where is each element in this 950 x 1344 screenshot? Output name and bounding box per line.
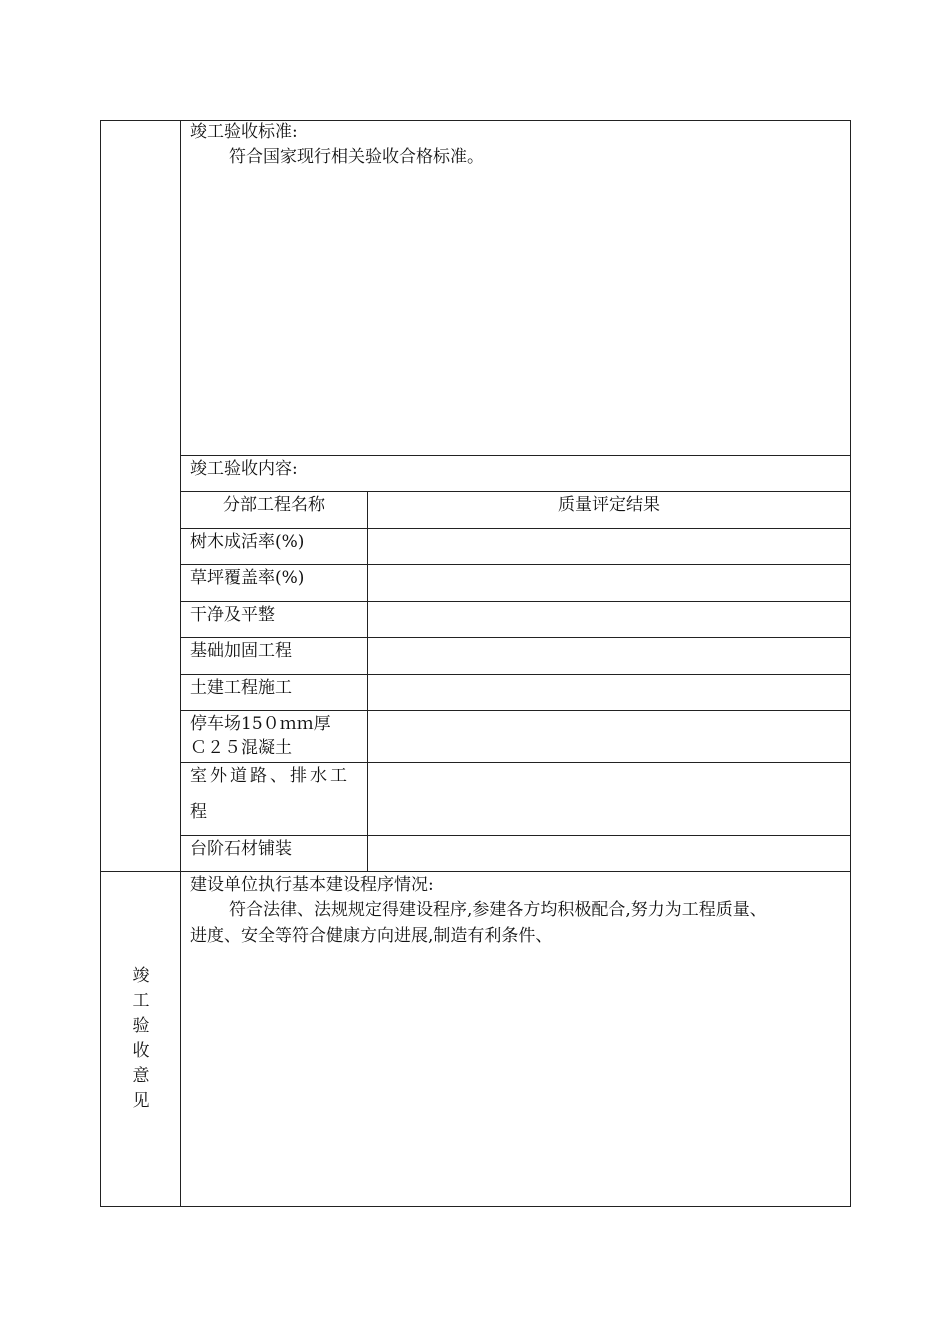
column-header-item-name: 分部工程名称 bbox=[223, 495, 325, 515]
table-row-label: 停车场15０ｍｍ厚 bbox=[190, 714, 331, 734]
table-row-label: 基础加固工程 bbox=[190, 641, 292, 661]
opinion-text-line1: 符合法律、法规规定得建设程序,参建各方均积极配合,努力为工程质量、 bbox=[229, 900, 767, 920]
label-column-divider bbox=[180, 120, 181, 1207]
content-column-divider bbox=[367, 491, 368, 872]
content-heading-divider bbox=[180, 491, 851, 492]
opinion-text-line2: 进度、安全等符合健康方向进展,制造有利条件、 bbox=[190, 926, 553, 946]
table-border-left bbox=[100, 120, 101, 1207]
table-row-label: 草坪覆盖率(%) bbox=[190, 568, 305, 588]
standard-section-divider bbox=[180, 455, 851, 456]
row-divider bbox=[180, 564, 851, 565]
standard-text: 符合国家现行相关验收合格标准。 bbox=[229, 147, 484, 167]
header-row-divider bbox=[180, 528, 851, 529]
table-row-label: 土建工程施工 bbox=[190, 678, 292, 698]
opinion-heading: 建设单位执行基本建设程序情况: bbox=[190, 875, 434, 895]
row-divider bbox=[180, 835, 851, 836]
table-row-label: 室外道路、排水工 bbox=[190, 766, 350, 786]
standard-heading: 竣工验收标准: bbox=[190, 122, 298, 142]
table-row-label: 干净及平整 bbox=[190, 605, 275, 625]
opinion-section-divider bbox=[100, 871, 851, 872]
table-row-label-line2: 程 bbox=[190, 802, 207, 822]
row-divider bbox=[180, 637, 851, 638]
table-border-bottom bbox=[100, 1206, 851, 1207]
table-row-label: 树木成活率(%) bbox=[190, 532, 305, 552]
row-divider bbox=[180, 710, 851, 711]
row-divider bbox=[180, 601, 851, 602]
row-divider bbox=[180, 674, 851, 675]
table-row-label-line2: Ｃ２５混凝土 bbox=[190, 738, 292, 758]
row-divider bbox=[180, 762, 851, 763]
column-header-quality-result: 质量评定结果 bbox=[558, 495, 660, 515]
table-row-label: 台阶石材铺装 bbox=[190, 839, 292, 859]
content-heading: 竣工验收内容: bbox=[190, 459, 298, 479]
opinion-side-label: 竣 工 验 收 意 见 bbox=[132, 966, 150, 1111]
table-border-right bbox=[850, 120, 851, 1207]
